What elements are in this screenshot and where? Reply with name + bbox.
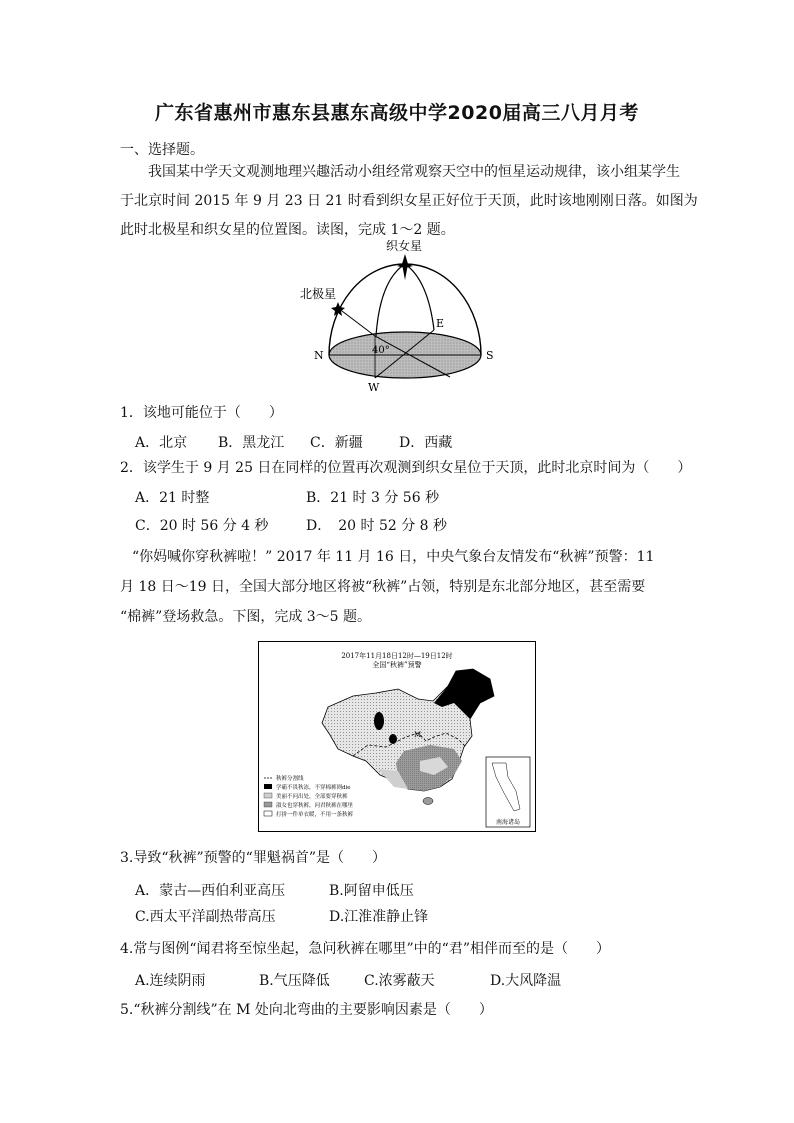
map-title-line1: 2017年11月18日12时—19日12时 (341, 652, 453, 660)
q4-stem: 4.常与图例“闻君将至惊坐起，急问秋裤在哪里”中的“君”相伴而至的是（ ） (120, 941, 610, 957)
q2-option-c[interactable]: C．20 时 56 分 4 秒 (135, 518, 269, 534)
q1-option-b[interactable]: B．黑龙江 (218, 435, 285, 451)
page-title: 广东省惠州市惠东县惠东高级中学2020届高三八月月考 (155, 102, 639, 124)
map-title-line2: 全国“秋裤”预警 (372, 661, 422, 669)
inset-label: 南海诸岛 (495, 819, 521, 826)
q3-option-c[interactable]: C.西太平洋副热带高压 (135, 909, 276, 925)
label-s: S (486, 349, 494, 362)
q1-option-a[interactable]: A．北京 (135, 435, 188, 451)
q5-stem: 5.“秋裤分割线”在 M 处向北弯曲的主要影响因素是（ ） (120, 1002, 493, 1018)
legend-item: 美丽不问出处，全部要穿秋裤 (276, 794, 348, 800)
label-n: N (314, 349, 324, 362)
intro-line: 月 18 日～19 日，全国大部分地区将被“秋裤”占领，特别是东北部分地区，甚至需要 (120, 579, 646, 595)
q2-option-b[interactable]: B．21 时 3 分 56 秒 (306, 490, 440, 506)
intro-line: “棉裤”登场救急。下图，完成 3～5 题。 (120, 609, 372, 625)
intro-paragraph-1 (120, 158, 698, 245)
q3-stem: 3.导致“秋裤”预警的“罪魁祸首”是（ ） (120, 850, 386, 866)
q4-option-a[interactable]: A.连续阴雨 (135, 973, 206, 989)
label-w: W (368, 381, 380, 394)
intro-line: 我国某中学天文观测地理兴趣活动小组经常观察天空中的恒星运动规律，该小组某学生 (148, 164, 680, 180)
label-angle: 40° (372, 345, 390, 356)
q3-option-b[interactable]: B.阿留申低压 (329, 883, 414, 899)
q1-option-d[interactable]: D．西藏 (399, 435, 453, 451)
polaris-star-icon (331, 302, 345, 316)
q4-option-b[interactable]: B.气压降低 (259, 973, 330, 989)
intro-line: 此时北极星和织女星的位置图。读图，完成 1～2 题。 (120, 222, 455, 238)
label-e: E (436, 317, 445, 330)
celestial-sphere-diagram (300, 240, 510, 395)
intro-paragraph-2 (120, 542, 680, 632)
label-polaris: 北极星 (300, 287, 337, 301)
q3-option-a[interactable]: A．蒙古—西伯利亚高压 (135, 883, 286, 899)
legend-item: 淑女也穿秋裤，问君秋裤在哪里 (276, 803, 354, 809)
south-china-sea-inset (486, 757, 530, 827)
map-label-m: M (414, 731, 422, 739)
legend-item: 打拼一件单衣暖，不用一条秋裤 (276, 812, 354, 818)
q1-option-c[interactable]: C．新疆 (310, 435, 363, 451)
q4-option-c[interactable]: C.浓雾蔽天 (364, 973, 435, 989)
label-vega: 织女星 (386, 240, 423, 253)
section-heading: 一、选择题。 (120, 142, 204, 158)
q2-option-d[interactable]: D． 20 时 52 分 8 秒 (306, 518, 448, 534)
q3-option-d[interactable]: D.江淮准静止锋 (329, 909, 429, 925)
intro-line: 于北京时间 2015 年 9 月 23 日 21 时看到织女星正好位于天顶，此时该地刚刚日落。如图为 (120, 193, 698, 209)
legend-item: 学霸不畏秋冻，不穿棉裤则die (276, 785, 351, 791)
legend-item: 秋裤分割线 (276, 776, 304, 782)
q2-stem: 2．该学生于 9 月 25 日在同样的位置再次观测到织女星位于天顶，此时北京时间为（ ） (120, 460, 692, 476)
q1-stem: 1．该地可能位于（ ） (120, 405, 283, 421)
china-qiuku-warning-map (258, 641, 536, 832)
q2-option-a[interactable]: A．21 时整 (135, 490, 210, 506)
q4-option-d[interactable]: D.大风降温 (490, 973, 562, 989)
intro-line: “你妈喊你穿秋裤啦！” 2017 年 11 月 16 日，中央气象台友情发布“秋裤”预警：11 (132, 549, 655, 565)
